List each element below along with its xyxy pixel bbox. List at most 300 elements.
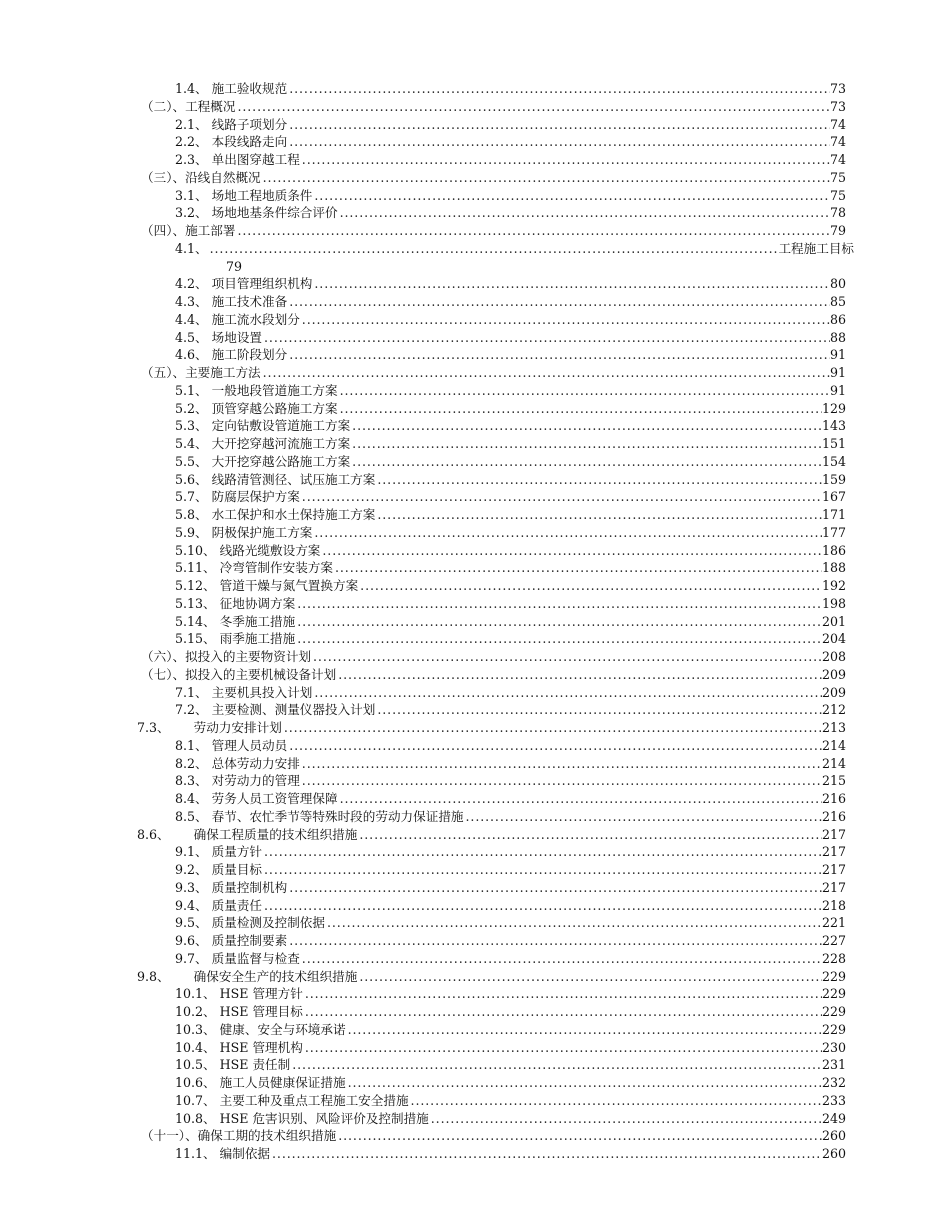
toc-page-number: 260 xyxy=(821,1146,846,1161)
toc-entry-label: 8.3、 对劳动力的管理 xyxy=(175,773,300,789)
toc-entry-line xyxy=(175,559,846,577)
toc-entry-label: 9.5、 质量检测及控制依据 xyxy=(175,915,325,931)
toc-page-number: 88 xyxy=(829,329,846,345)
toc-entry-line xyxy=(175,488,846,506)
toc-page-number: 217 xyxy=(821,844,846,860)
toc-leader-dots xyxy=(235,222,830,240)
toc-leader-dots xyxy=(375,701,822,719)
toc-leader-dots xyxy=(282,719,822,737)
toc-entry-line xyxy=(175,133,846,151)
toc-page-number: 198 xyxy=(821,595,846,611)
toc-entry[interactable] xyxy=(0,772,950,790)
toc-entry-line xyxy=(175,790,846,808)
toc-entry-label: （六）、拟投入的主要物资计划 xyxy=(141,649,312,664)
toc-entry[interactable] xyxy=(0,684,950,702)
toc-page-number: 188 xyxy=(821,560,846,576)
toc-entry[interactable] xyxy=(0,293,950,311)
toc-leader-dots xyxy=(287,133,830,151)
toc-page-number: 75 xyxy=(829,187,846,203)
toc-entry-line xyxy=(175,737,846,755)
toc-entry-label: 4.3、 施工技术准备 xyxy=(175,294,288,309)
toc-leader-dots xyxy=(287,116,830,134)
toc-entry-line xyxy=(175,613,846,631)
toc-entry-line xyxy=(175,1110,846,1128)
toc-entry-line xyxy=(175,187,846,205)
toc-entry-line xyxy=(175,293,846,311)
toc-leader-dots xyxy=(262,861,822,879)
toc-leader-dots xyxy=(300,151,830,169)
toc-leader-dots xyxy=(312,684,822,702)
toc-leader-dots xyxy=(208,240,779,258)
toc-leader-dots xyxy=(235,98,830,116)
toc-entry[interactable] xyxy=(0,542,950,560)
toc-entry-line xyxy=(175,275,846,293)
toc-leader-dots xyxy=(300,488,822,506)
toc-entry-label: 10.3、 健康、安全与环境承诺 xyxy=(175,1021,346,1037)
toc-leader-dots xyxy=(287,879,822,897)
toc-page-number: 233 xyxy=(821,1092,846,1108)
toc-page-number: 218 xyxy=(821,897,846,913)
toc-leader-dots xyxy=(287,293,830,311)
toc-entry[interactable] xyxy=(0,364,950,382)
toc-page-number: 217 xyxy=(821,826,846,842)
toc-leader-dots xyxy=(290,1056,822,1074)
toc-leader-dots xyxy=(312,524,822,542)
toc-entry[interactable] xyxy=(0,1003,950,1021)
toc-entry-label: 2.3、 单出图穿越工程 xyxy=(175,152,300,167)
toc-page-number: 260 xyxy=(821,1128,846,1144)
toc-entry-label: 10.8、 HSE 危害识别、风险评价及控制措施 xyxy=(175,1110,429,1126)
toc-page-number: 73 xyxy=(829,81,846,96)
toc-entry-label: 11.1、 编制依据 xyxy=(175,1146,271,1161)
toc-entry-label: 8.1、 管理人员动员 xyxy=(175,737,288,753)
toc-leader-dots xyxy=(311,648,822,666)
toc-page-number: 201 xyxy=(821,613,846,629)
toc-entry-line xyxy=(175,453,846,471)
toc-entry[interactable] xyxy=(0,417,950,435)
toc-entry-line xyxy=(175,950,846,968)
toc-entry-line xyxy=(175,204,846,222)
toc-page-number: 231 xyxy=(821,1057,846,1073)
toc-entry-line xyxy=(141,666,846,684)
toc-leader-dots xyxy=(287,737,822,755)
toc-leader-dots xyxy=(270,1145,822,1163)
toc-entry-line xyxy=(175,701,846,719)
toc-leader-dots xyxy=(303,1039,822,1057)
toc-entry-label: 5.15、 雨季施工措施 xyxy=(175,631,296,647)
toc-page-number: 186 xyxy=(821,542,846,558)
toc-entry-label: 10.1、 HSE 管理方针 xyxy=(175,986,303,1002)
toc-page-number: 74 xyxy=(829,134,846,150)
toc-entry-label: 5.7、 防腐层保护方案 xyxy=(175,489,300,505)
toc-entry-line xyxy=(175,1074,846,1092)
toc-leader-dots xyxy=(350,435,822,453)
toc-entry-label: 7.3、 劳动力安排计划 xyxy=(137,720,282,735)
toc-page-number: 177 xyxy=(821,524,846,540)
toc-entry-line xyxy=(175,595,846,613)
toc-entry-label: 5.9、 阴极保护施工方案 xyxy=(175,524,313,540)
toc-entry-label: 10.7、 主要工种及重点工程施工安全措施 xyxy=(175,1092,409,1108)
toc-entry[interactable] xyxy=(0,524,950,542)
toc-page-number: 171 xyxy=(821,507,846,522)
toc-entry[interactable] xyxy=(0,204,950,222)
toc-page-number: 209 xyxy=(821,666,846,682)
toc-entry-line xyxy=(137,719,846,737)
toc-entry-line xyxy=(175,1021,846,1039)
toc-entry-line xyxy=(141,222,846,240)
toc-entry-label: 5.11、 冷弯管制作安装方案 xyxy=(175,560,333,576)
toc-entry[interactable] xyxy=(0,1110,950,1128)
toc-entry-line xyxy=(141,648,846,666)
toc-entry-line xyxy=(175,577,846,595)
toc-page-number: 78 xyxy=(829,205,846,221)
toc-leader-dots xyxy=(295,630,822,648)
toc-entry-line xyxy=(175,1145,846,1163)
toc-entry-line xyxy=(175,151,846,169)
toc-entry-line xyxy=(141,169,846,187)
toc-entry-line xyxy=(175,843,846,861)
toc-page-number: 217 xyxy=(821,879,846,895)
toc-entry-label: （二）、工程概况 xyxy=(141,98,236,114)
toc-page-number: 217 xyxy=(821,862,846,877)
toc-entry[interactable] xyxy=(0,80,950,98)
toc-page-number: 230 xyxy=(821,1039,846,1055)
toc-leader-dots xyxy=(338,790,822,808)
toc-entry[interactable] xyxy=(0,311,950,329)
toc-entry-line xyxy=(175,435,846,453)
toc-entry-line xyxy=(175,1003,846,1021)
toc-leader-dots xyxy=(300,950,822,968)
toc-entry-line xyxy=(175,382,846,400)
toc-entry[interactable] xyxy=(0,879,950,897)
toc-entry[interactable] xyxy=(0,985,950,1003)
toc-leader-dots xyxy=(312,187,830,205)
toc-entry[interactable] xyxy=(0,861,950,879)
toc-leader-dots xyxy=(338,400,822,418)
toc-leader-dots xyxy=(464,808,822,826)
toc-leader-dots xyxy=(287,346,830,364)
toc-page-number: 192 xyxy=(821,578,846,593)
toc-entry[interactable] xyxy=(0,559,950,577)
toc-entry-line xyxy=(175,985,846,1003)
toc-entry-line xyxy=(175,897,846,915)
toc-entry[interactable] xyxy=(0,666,950,684)
toc-entry-line xyxy=(175,879,846,897)
toc-page-number: 232 xyxy=(821,1075,846,1090)
toc-entry[interactable] xyxy=(0,897,950,915)
toc-page-number: 74 xyxy=(829,152,846,167)
toc-entry-label: 3.1、 场地工程地质条件 xyxy=(175,187,313,203)
toc-leader-dots xyxy=(262,897,822,915)
toc-entry-line xyxy=(137,968,846,986)
toc-entry[interactable] xyxy=(0,506,950,524)
toc-entry-label: 5.3、 定向钻敷设管道施工方案 xyxy=(175,418,351,434)
toc-entry-label: 10.2、 HSE 管理目标 xyxy=(175,1004,303,1019)
toc-page-number: 91 xyxy=(829,365,846,380)
toc-entry[interactable] xyxy=(0,790,950,808)
toc-entry[interactable] xyxy=(0,1127,950,1145)
toc-entry-label: 9.2、 质量目标 xyxy=(175,862,263,877)
toc-entry[interactable] xyxy=(0,826,950,844)
toc-entry-line xyxy=(141,1127,846,1145)
toc-entry[interactable] xyxy=(0,1074,950,1092)
toc-entry-label: 9.4、 质量责任 xyxy=(175,897,263,913)
toc-page-number: 214 xyxy=(821,737,846,753)
toc-leader-dots xyxy=(261,169,830,187)
toc-entry[interactable] xyxy=(0,1039,950,1057)
toc-entry-line xyxy=(175,80,846,98)
toc-page-number: 229 xyxy=(821,986,846,1002)
toc-entry-label: 8.6、 确保工程质量的技术组织措施 xyxy=(137,826,358,842)
toc-leader-dots xyxy=(287,932,822,950)
toc-leader-dots xyxy=(350,453,822,471)
toc-entry-label: 8.4、 劳务人员工资管理保障 xyxy=(175,791,338,806)
toc-entry[interactable] xyxy=(0,98,950,116)
toc-page-number: 85 xyxy=(829,294,846,309)
toc-entry[interactable] xyxy=(0,169,950,187)
toc-entry[interactable] xyxy=(0,1056,950,1074)
toc-page-number: 216 xyxy=(821,808,846,824)
toc-entry-line xyxy=(175,914,846,932)
toc-page-number: 229 xyxy=(821,1004,846,1019)
toc-entry[interactable] xyxy=(0,151,950,169)
toc-entry-label: 8.2、 总体劳动力安排 xyxy=(175,755,300,771)
toc-entry-line xyxy=(175,400,846,418)
toc-page-number: 159 xyxy=(821,471,846,487)
toc-entry[interactable] xyxy=(0,968,950,986)
toc-entry-line xyxy=(141,98,846,116)
toc-entry[interactable] xyxy=(0,577,950,595)
toc-entry-label: （三）、沿线自然概况 xyxy=(141,169,261,185)
toc-entry-label: （五）、主要施工方法 xyxy=(141,365,261,380)
toc-entry-label: 5.6、 线路清管测径、试压施工方案 xyxy=(175,471,376,487)
toc-page-number: 91 xyxy=(829,382,846,398)
toc-entry-label: 5.2、 顶管穿越公路施工方案 xyxy=(175,400,338,416)
toc-entry-label: 2.1、 线路子项划分 xyxy=(175,116,288,132)
toc-entry-line xyxy=(175,542,846,560)
toc-entry-label: 8.5、 春节、农忙季节等特殊时段的劳动力保证措施 xyxy=(175,808,464,824)
toc-entry[interactable] xyxy=(0,808,950,826)
toc-entry-line xyxy=(175,755,846,773)
toc-page-number: 80 xyxy=(829,276,846,292)
toc-entry-label: 7.1、 主要机具投入计划 xyxy=(175,684,313,700)
toc-leader-dots xyxy=(333,559,822,577)
toc-entry-line xyxy=(175,240,854,258)
toc-entry-label: 5.8、 水工保护和水土保持施工方案 xyxy=(175,507,376,522)
toc-leader-dots xyxy=(350,417,822,435)
toc-leader-dots xyxy=(346,1021,822,1039)
toc-leader-dots xyxy=(303,985,822,1003)
toc-page-number: 227 xyxy=(821,933,846,948)
toc-entry[interactable] xyxy=(0,116,950,134)
toc-entry-label: 5.14、 冬季施工措施 xyxy=(175,613,296,629)
toc-entry[interactable] xyxy=(0,435,950,453)
toc-page-number: 213 xyxy=(821,720,846,735)
toc-entry-label: 10.5、 HSE 责任制 xyxy=(175,1057,291,1073)
toc-entry[interactable] xyxy=(0,1092,950,1110)
toc-entry-line xyxy=(175,772,846,790)
toc-page-number: 151 xyxy=(821,436,846,451)
toc-entry-label: 4.2、 项目管理组织机构 xyxy=(175,276,313,292)
toc-entry-label: （十一）、确保工期的技术组织措施 xyxy=(141,1128,337,1144)
toc-entry-label: （七）、拟投入的主要机械设备计划 xyxy=(141,666,337,682)
toc-leader-dots xyxy=(338,382,830,400)
toc-entry-label: 9.3、 质量控制机构 xyxy=(175,879,288,895)
toc-page-number: 228 xyxy=(821,950,846,966)
toc-page-number: 167 xyxy=(821,489,846,505)
toc-entry[interactable] xyxy=(0,630,950,648)
toc-entry-line xyxy=(175,932,846,950)
toc-entry-label: 10.4、 HSE 管理机构 xyxy=(175,1039,303,1055)
toc-entry-line xyxy=(137,826,846,844)
toc-leader-dots xyxy=(357,968,822,986)
toc-entry-line xyxy=(175,417,846,435)
toc-entry-line xyxy=(175,329,846,347)
toc-entry-label: 5.12、 管道干燥与氮气置换方案 xyxy=(175,578,359,593)
toc-entry-label: 5.13、 征地协调方案 xyxy=(175,595,296,611)
toc-entry-line xyxy=(175,311,846,329)
toc-entry[interactable] xyxy=(0,914,950,932)
toc-page-number: 79 xyxy=(829,223,846,238)
toc-page-number: 215 xyxy=(821,773,846,789)
toc-leader-dots xyxy=(287,80,830,98)
toc-page-number: 204 xyxy=(821,631,846,647)
toc-entry[interactable] xyxy=(0,648,950,666)
toc-page-number: 79 xyxy=(226,258,243,274)
toc-page-number: 214 xyxy=(821,755,846,771)
toc-leader-dots xyxy=(336,1127,822,1145)
toc-entry-line xyxy=(175,684,846,702)
toc-entry[interactable] xyxy=(0,453,950,471)
toc-entry[interactable] xyxy=(0,932,950,950)
toc-entry-label: 7.2、 主要检测、测量仪器投入计划 xyxy=(175,702,376,718)
table-of-contents xyxy=(0,80,950,1163)
toc-entry-line xyxy=(175,1056,846,1074)
toc-entry-label: 9.7、 质量监督与检查 xyxy=(175,950,300,966)
toc-entry[interactable] xyxy=(0,737,950,755)
toc-page-number: 221 xyxy=(821,915,846,931)
toc-entry-label: 5.10、 线路光缆敷设方案 xyxy=(175,542,321,558)
toc-entry[interactable] xyxy=(0,755,950,773)
toc-leader-dots xyxy=(346,1074,822,1092)
toc-entry[interactable] xyxy=(0,275,950,293)
toc-leader-dots xyxy=(300,755,822,773)
toc-entry-label: 3.2、 场地地基条件综合评价 xyxy=(175,205,338,221)
toc-entry-line xyxy=(175,861,846,879)
toc-leader-dots xyxy=(336,666,822,684)
toc-entry-label: 4.6、 施工阶段划分 xyxy=(175,347,288,363)
toc-page-number: 75 xyxy=(829,169,846,185)
toc-entry[interactable] xyxy=(0,329,950,347)
toc-entry-label: 5.5、 大开挖穿越公路施工方案 xyxy=(175,453,351,469)
toc-leader-dots xyxy=(338,204,830,222)
toc-leader-dots xyxy=(303,1003,822,1021)
toc-entry-line xyxy=(175,808,846,826)
toc-leader-dots xyxy=(295,595,822,613)
toc-entry-line xyxy=(175,506,846,524)
toc-entry-label: 4.1、 xyxy=(175,240,208,256)
toc-page-number: 91 xyxy=(829,347,846,363)
toc-entry[interactable] xyxy=(0,133,950,151)
toc-entry-line xyxy=(175,630,846,648)
toc-page-number: 209 xyxy=(821,684,846,700)
toc-page-number: 73 xyxy=(829,98,846,114)
toc-entry-label: （四）、施工部署 xyxy=(141,223,236,238)
toc-entry-line xyxy=(175,116,846,134)
toc-entry[interactable] xyxy=(0,187,950,205)
toc-entry[interactable] xyxy=(0,950,950,968)
toc-leader-dots xyxy=(262,843,822,861)
toc-entry-label: 5.1、 一般地段管道施工方案 xyxy=(175,382,338,398)
toc-page-number: 249 xyxy=(821,1110,846,1126)
toc-entry[interactable] xyxy=(0,471,950,489)
toc-entry[interactable] xyxy=(0,346,950,364)
toc-entry-label: 4.4、 施工流水段划分 xyxy=(175,311,300,327)
toc-page-number: 154 xyxy=(821,453,846,469)
toc-entry-line xyxy=(175,346,846,364)
toc-entry-label-end: 工程施工目标 xyxy=(778,240,854,256)
toc-entry-label: 9.1、 质量方针 xyxy=(175,844,263,860)
toc-entry[interactable] xyxy=(0,613,950,631)
toc-entry[interactable] xyxy=(0,488,950,506)
toc-leader-dots xyxy=(325,914,822,932)
toc-entry[interactable] xyxy=(0,400,950,418)
toc-leader-dots xyxy=(320,542,822,560)
toc-entry[interactable] xyxy=(0,1021,950,1039)
toc-leader-dots xyxy=(300,772,822,790)
toc-leader-dots xyxy=(375,506,822,524)
toc-entry-line xyxy=(175,471,846,489)
toc-leader-dots xyxy=(300,311,830,329)
toc-entry-label: 9.8、 确保安全生产的技术组织措施 xyxy=(137,968,358,984)
toc-leader-dots xyxy=(375,471,822,489)
toc-entry-label: 9.6、 质量控制要素 xyxy=(175,933,288,948)
toc-entry-label: 5.4、 大开挖穿越河流施工方案 xyxy=(175,436,351,451)
toc-page-number: 129 xyxy=(821,400,846,416)
toc-page-number: 74 xyxy=(829,116,846,132)
toc-page-number: 86 xyxy=(829,311,846,327)
toc-leader-dots xyxy=(429,1110,822,1128)
toc-entry-label: 10.6、 施工人员健康保证措施 xyxy=(175,1075,346,1090)
toc-leader-dots xyxy=(409,1092,822,1110)
toc-page-number: 143 xyxy=(821,418,846,434)
toc-entry[interactable] xyxy=(0,595,950,613)
toc-entry[interactable] xyxy=(0,719,950,737)
toc-entry-line xyxy=(141,364,846,382)
toc-entry[interactable] xyxy=(0,222,950,240)
toc-entry[interactable] xyxy=(0,240,950,276)
toc-entry[interactable] xyxy=(0,843,950,861)
toc-page-number: 229 xyxy=(821,968,846,984)
toc-leader-dots xyxy=(312,275,830,293)
toc-page-number: 229 xyxy=(821,1021,846,1037)
toc-page-number: 208 xyxy=(821,649,846,664)
toc-leader-dots xyxy=(261,364,830,382)
toc-entry-label: 2.2、 本段线路走向 xyxy=(175,134,288,150)
toc-page-number: 216 xyxy=(821,791,846,806)
toc-entry-line xyxy=(175,1092,846,1110)
toc-leader-dots xyxy=(295,613,822,631)
toc-entry[interactable] xyxy=(0,382,950,400)
toc-leader-dots xyxy=(357,826,822,844)
toc-entry[interactable] xyxy=(0,701,950,719)
toc-page-number: 212 xyxy=(821,702,846,718)
toc-entry[interactable] xyxy=(0,1145,950,1163)
toc-entry-label: 4.5、 场地设置 xyxy=(175,329,263,345)
toc-entry-line xyxy=(175,524,846,542)
toc-entry-label: 1.4、 施工验收规范 xyxy=(175,81,288,96)
toc-entry-line xyxy=(175,1039,846,1057)
